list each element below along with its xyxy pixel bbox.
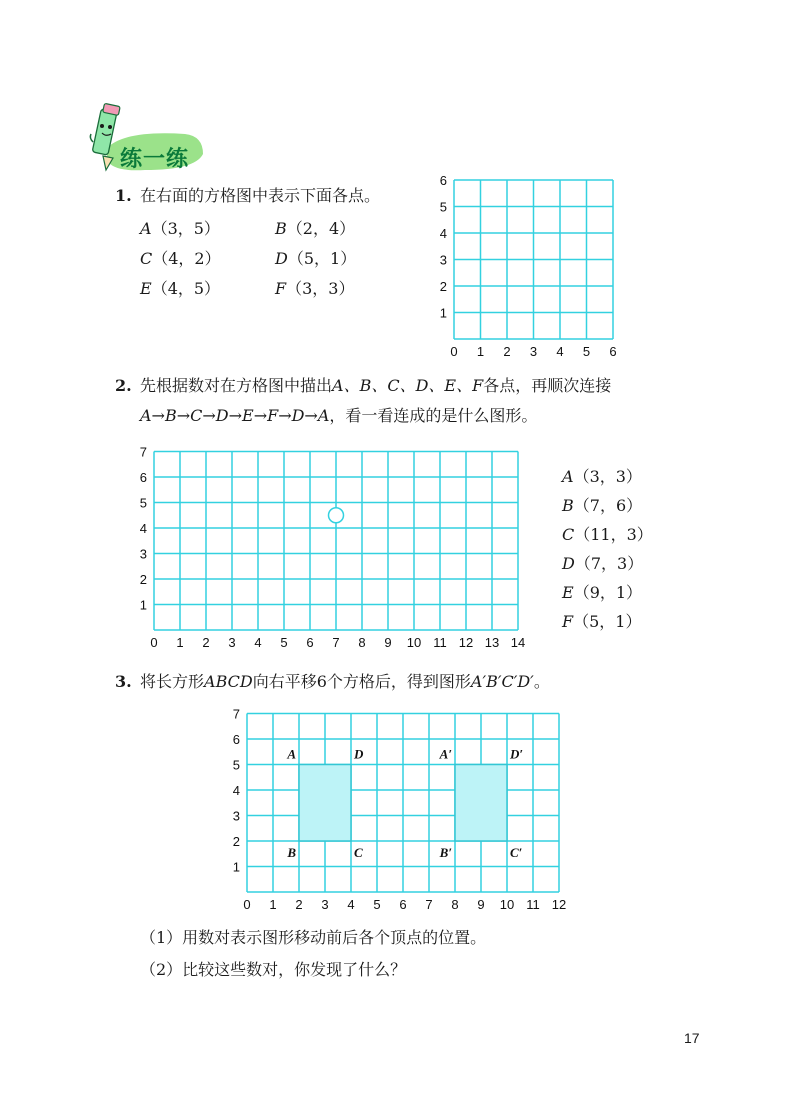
x-tick-label: 1 bbox=[476, 344, 485, 359]
y-tick-label: 2 bbox=[439, 279, 447, 294]
q1-text: 在右面的方格图中表示下面各点。 bbox=[140, 186, 381, 205]
vertex-label: A′ bbox=[439, 746, 452, 762]
x-tick-label: 6 bbox=[399, 897, 407, 912]
y-tick-label: 2 bbox=[139, 572, 147, 587]
q2-point-f: F（5，1） bbox=[562, 612, 642, 631]
y-tick-label: 6 bbox=[232, 732, 240, 747]
rect-abcd-translated bbox=[455, 765, 507, 842]
x-tick-label: 12 bbox=[458, 635, 474, 650]
y-tick-label: 5 bbox=[232, 757, 240, 773]
y-tick-label: 4 bbox=[139, 521, 147, 536]
rect-abcd bbox=[299, 765, 351, 842]
y-tick-label: 3 bbox=[232, 808, 240, 824]
grid-lines bbox=[247, 714, 559, 893]
x-tick-label: 2 bbox=[295, 897, 303, 912]
x-tick-label: 11 bbox=[526, 897, 540, 912]
page-number: 17 bbox=[684, 1030, 700, 1046]
x-tick-label: 0 bbox=[243, 897, 251, 912]
x-tick-label: 3 bbox=[228, 635, 236, 650]
x-tick-label: 4 bbox=[347, 897, 355, 912]
y-tick-label: 1 bbox=[439, 305, 447, 321]
x-tick-label: 9 bbox=[477, 897, 485, 912]
q3-number: 3. bbox=[115, 672, 132, 691]
q2-number: 2. bbox=[115, 376, 132, 395]
y-tick-label: 1 bbox=[232, 859, 240, 875]
circle-marker bbox=[329, 508, 344, 523]
x-tick-label: 9 bbox=[384, 635, 392, 650]
q1-point-b: B（2，4） bbox=[275, 219, 356, 238]
x-tick-label: 0 bbox=[450, 344, 458, 359]
q2-grid bbox=[130, 440, 540, 652]
q2-line1: 先根据数对在方格图中描出A、B、C、D、E、F各点，再顺次连接 bbox=[140, 376, 612, 395]
vertex-label: D′ bbox=[510, 746, 524, 762]
q3-sub1: （1）用数对表示图形移动前后各个顶点的位置。 bbox=[140, 928, 487, 947]
q1-point-d: D（5，1） bbox=[275, 249, 357, 268]
x-tick-label: 2 bbox=[202, 635, 210, 650]
y-tick-label: 6 bbox=[439, 173, 447, 188]
x-tick-label: 0 bbox=[150, 635, 158, 650]
q2-line2: A→B→C→D→E→F→D→A，看一看连成的是什么图形。 bbox=[140, 406, 538, 425]
y-tick-label: 4 bbox=[439, 226, 447, 241]
x-tick-label: 2 bbox=[503, 344, 511, 359]
q1-point-f: F（3，3） bbox=[275, 279, 355, 298]
x-tick-label: 10 bbox=[406, 635, 422, 650]
x-tick-label: 6 bbox=[609, 344, 617, 359]
y-tick-label: 1 bbox=[139, 597, 147, 613]
q1-point-a: A（3，5） bbox=[140, 219, 220, 238]
x-tick-label: 7 bbox=[332, 635, 340, 650]
y-tick-label: 4 bbox=[232, 783, 240, 798]
vertex-label: B′ bbox=[439, 845, 452, 860]
y-tick-label: 3 bbox=[139, 546, 147, 562]
q1-number: 1. bbox=[115, 186, 132, 205]
x-tick-label: 3 bbox=[321, 897, 329, 912]
y-tick-label: 6 bbox=[139, 470, 147, 485]
x-tick-label: 7 bbox=[425, 897, 433, 912]
x-tick-label: 1 bbox=[176, 635, 184, 650]
y-tick-label: 2 bbox=[232, 834, 240, 849]
x-tick-label: 4 bbox=[556, 344, 564, 359]
vertex-label: C′ bbox=[510, 845, 523, 860]
y-tick-label: 5 bbox=[439, 199, 447, 215]
q2-point-e: E（9，1） bbox=[562, 583, 643, 602]
y-tick-label: 7 bbox=[139, 444, 147, 460]
x-tick-label: 10 bbox=[499, 897, 515, 912]
section-title: 练一练 bbox=[120, 146, 190, 171]
vertex-label: C bbox=[354, 845, 363, 860]
y-tick-label: 7 bbox=[232, 706, 240, 722]
x-tick-label: 5 bbox=[373, 897, 381, 912]
vertex-label: D bbox=[354, 746, 364, 762]
y-tick-label: 5 bbox=[139, 495, 147, 511]
vertex-label: A bbox=[287, 746, 296, 762]
grid-lines bbox=[154, 452, 518, 631]
vertex-label: B bbox=[287, 845, 296, 860]
x-tick-label: 8 bbox=[451, 897, 459, 912]
x-tick-label: 5 bbox=[280, 635, 288, 650]
q1-grid bbox=[425, 168, 625, 360]
x-tick-label: 1 bbox=[269, 897, 277, 912]
q2-point-a: A（3，3） bbox=[562, 467, 642, 486]
q3-grid bbox=[222, 704, 572, 914]
x-tick-label: 8 bbox=[358, 635, 366, 650]
x-tick-label: 12 bbox=[551, 897, 567, 912]
y-tick-label: 3 bbox=[439, 252, 447, 268]
x-tick-label: 11 bbox=[433, 635, 447, 650]
x-tick-label: 14 bbox=[510, 635, 526, 650]
q3-sub2: （2）比较这些数对，你发现了什么？ bbox=[140, 960, 407, 979]
grid-lines bbox=[454, 180, 613, 339]
q1-point-e: E（4，5） bbox=[140, 279, 221, 298]
q3-text: 将长方形ABCD向右平移6个方格后，得到图形A′B′C′D′。 bbox=[140, 672, 550, 691]
x-tick-label: 13 bbox=[484, 635, 500, 650]
section-header bbox=[85, 100, 210, 180]
x-tick-label: 6 bbox=[306, 635, 314, 650]
x-tick-label: 3 bbox=[529, 344, 538, 359]
x-tick-label: 4 bbox=[254, 635, 262, 650]
x-tick-label: 5 bbox=[582, 344, 591, 359]
q2-point-b: B（7，6） bbox=[562, 496, 643, 515]
q2-point-c: C（11，3） bbox=[562, 525, 653, 544]
q1-point-c: C（4，2） bbox=[140, 249, 221, 268]
q2-point-d: D（7，3） bbox=[562, 554, 644, 573]
